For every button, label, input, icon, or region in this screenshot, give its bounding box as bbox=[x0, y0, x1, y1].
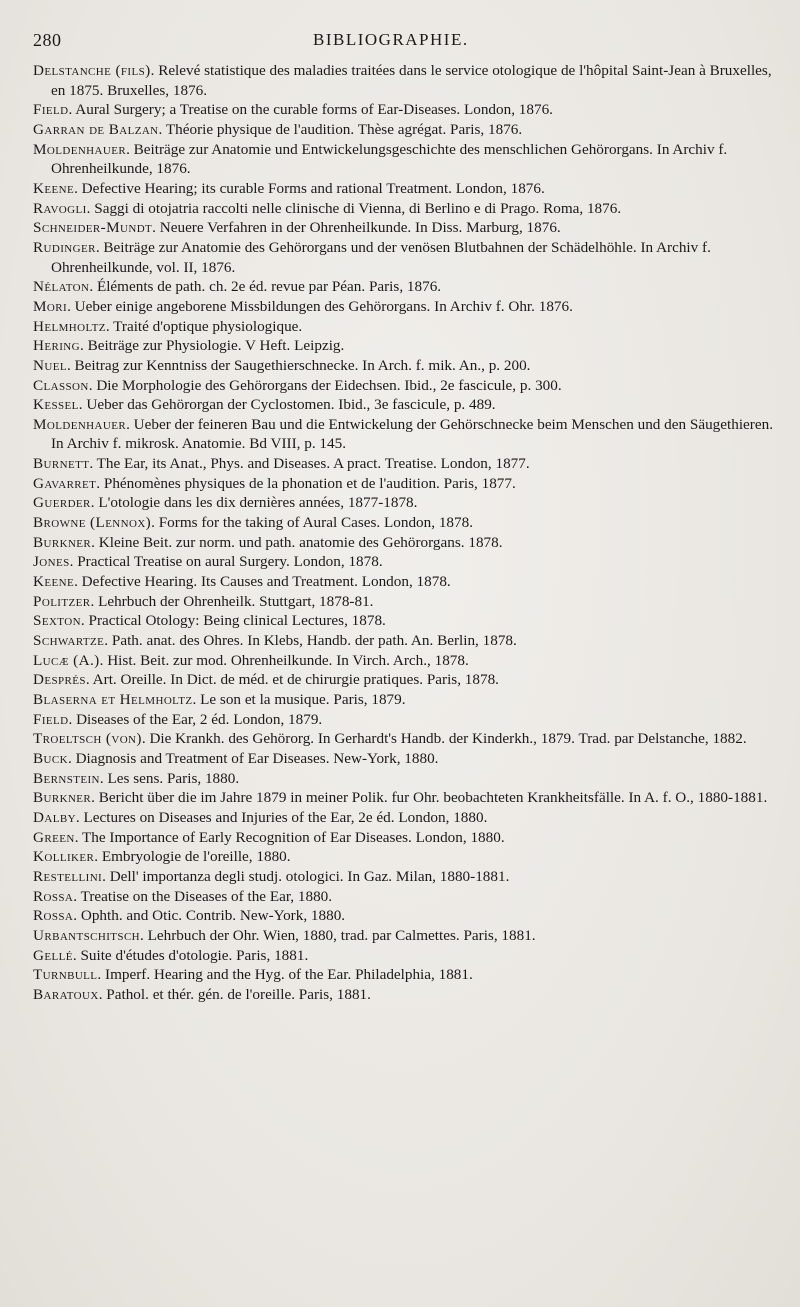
entry-text: Bericht über die im Jahre 1879 in meiner Polik. fur Ohr. beobachteten Krankheitsfälle. In A. f. O., 1880-1881. bbox=[98, 789, 768, 807]
entry-separator: . bbox=[69, 553, 78, 571]
entry-author: Schneider-Mundt bbox=[33, 219, 153, 237]
bibliography-list bbox=[33, 61, 783, 1005]
bibliography-entry bbox=[33, 474, 783, 494]
entry-author: Green bbox=[33, 828, 75, 846]
entry-separator: . bbox=[151, 514, 159, 532]
entry-separator: . bbox=[67, 297, 75, 315]
entry-separator: . bbox=[94, 848, 102, 866]
entry-separator: . bbox=[150, 62, 159, 79]
entry-author: Moldenhauer bbox=[33, 140, 127, 158]
entry-author: Moldenhauer bbox=[33, 415, 127, 433]
entry-text: Traité d'optique physiologique. bbox=[113, 317, 303, 335]
entry-author: Ravogli bbox=[33, 199, 87, 217]
bibliography-entry bbox=[33, 749, 783, 769]
entry-author: Mori bbox=[33, 297, 68, 315]
entry-text: Treatise on the Diseases of the Ear, 1880. bbox=[80, 887, 333, 905]
entry-text: Ueber der feineren Bau und die Entwickelung der Gehörschnecke beim Menschen und den Säugethieren. In Archiv f. mikrosk. Anatomie. Bd VIII, p. 145. bbox=[51, 415, 773, 453]
entry-text: Practical Treatise on aural Surgery. London, 1878. bbox=[77, 553, 383, 571]
entry-text: Dell' importanza degli studj. otologici. In Gaz. Milan, 1880-1881. bbox=[109, 867, 510, 885]
entry-author: Delstanche (fils) bbox=[33, 62, 151, 79]
entry-author: Baratoux bbox=[33, 985, 99, 1003]
entry-author: Rossa bbox=[33, 907, 74, 925]
entry-separator: . bbox=[192, 691, 201, 708]
entry-separator: . bbox=[158, 120, 166, 138]
bibliography-entry bbox=[33, 729, 783, 749]
bibliography-entry bbox=[33, 710, 783, 730]
entry-text: Practical Otology: Being clinical Lectures, 1878. bbox=[88, 612, 386, 630]
entry-separator: . bbox=[104, 632, 112, 650]
entry-author: Buck bbox=[33, 749, 68, 767]
entry-text: Beiträge zur Anatomie des Gehörorgans und der venösen Blutbahnen der Schädelhöhle. In Archiv f. Ohrenheilkunde, vol. II, 1876. bbox=[51, 238, 711, 276]
entry-text: Art. Oreille. In Dict. de méd. et de chirurgie pratiques. Paris, 1878. bbox=[92, 671, 499, 689]
bibliography-entry bbox=[33, 61, 783, 100]
entry-author: Després bbox=[33, 671, 86, 689]
entry-author: Burkner bbox=[33, 533, 92, 551]
entry-separator: . bbox=[126, 140, 134, 158]
entry-text: Éléments de path. ch. 2e éd. revue par Péan. Paris, 1876. bbox=[96, 278, 442, 296]
entry-separator: . bbox=[73, 887, 81, 905]
entry-separator: . bbox=[79, 337, 88, 355]
entry-separator: . bbox=[99, 769, 108, 787]
entry-separator: . bbox=[66, 356, 75, 374]
entry-separator: . bbox=[74, 179, 82, 197]
entry-separator: . bbox=[67, 749, 76, 767]
entry-text: Saggi di otojatria raccolti nelle clinische di Vienna, di Berlino e di Prago. Roma, 1876. bbox=[94, 199, 622, 217]
bibliography-entry bbox=[33, 100, 783, 120]
bibliography-entry bbox=[33, 867, 783, 887]
page-header bbox=[33, 30, 780, 56]
entry-separator: . bbox=[141, 730, 150, 748]
entry-separator: . bbox=[89, 278, 97, 296]
bibliography-entry bbox=[33, 572, 783, 592]
entry-author: Burnett bbox=[33, 455, 90, 473]
entry-author: Field bbox=[33, 101, 69, 119]
bibliography-entry bbox=[33, 788, 783, 808]
bibliography-entry bbox=[33, 533, 783, 553]
entry-separator: . bbox=[96, 474, 104, 492]
bibliography-entry bbox=[33, 946, 783, 966]
entry-separator: . bbox=[78, 396, 87, 414]
bibliography-entry bbox=[33, 454, 783, 474]
entry-author: Rudinger bbox=[33, 238, 96, 256]
bibliography-entry bbox=[33, 985, 783, 1005]
bibliography-entry bbox=[33, 592, 783, 612]
entry-text: Embryologie de l'oreille, 1880. bbox=[101, 848, 291, 866]
entry-author: Nuel bbox=[33, 356, 67, 374]
entry-author: Keene bbox=[33, 573, 75, 591]
entry-text: Ueber einige angeborene Missbildungen des Gehörorgans. In Archiv f. Ohr. 1876. bbox=[74, 297, 573, 315]
entry-author: Sexton bbox=[33, 612, 81, 630]
bibliography-entry bbox=[33, 926, 783, 946]
entry-separator: . bbox=[88, 376, 97, 394]
entry-separator: . bbox=[74, 573, 82, 591]
entry-text: The Ear, its Anat., Phys. and Diseases. A pract. Treatise. London, 1877. bbox=[96, 455, 530, 473]
entry-author: Field bbox=[33, 710, 69, 728]
entry-separator: . bbox=[90, 592, 99, 610]
bibliography-entry bbox=[33, 277, 783, 297]
entry-author: Browne (Lennox) bbox=[33, 514, 152, 532]
entry-separator: . bbox=[140, 926, 148, 944]
entry-text: Die Krankh. des Gehörorg. In Gerhardt's Handb. der Kinderkh., 1879. Trad. par Delstanche, 1882. bbox=[149, 730, 747, 748]
entry-separator: . bbox=[91, 789, 99, 807]
entry-author: Bernstein bbox=[33, 769, 100, 787]
entry-author: Turnbull bbox=[33, 966, 98, 984]
entry-text: Pathol. et thér. gén. de l'oreille. Paris, 1881. bbox=[106, 985, 371, 1003]
bibliography-entry bbox=[33, 670, 783, 690]
entry-text: Le son et la musique. Paris, 1879. bbox=[200, 691, 406, 708]
entry-author: Helmholtz bbox=[33, 317, 106, 335]
bibliography-entry bbox=[33, 120, 783, 140]
entry-text: Relevé statistique des maladies traitées dans le service otologique de l'hôpital Saint-Jean à Bruxelles, en 1875. Bruxelles, 1876. bbox=[51, 62, 772, 99]
entry-separator: . bbox=[68, 710, 77, 728]
entry-separator: . bbox=[80, 612, 89, 630]
bibliography-entry bbox=[33, 297, 783, 317]
entry-text: Die Morphologie des Gehörorgans der Eidechsen. Ibid., 2e fascicule, p. 300. bbox=[96, 376, 562, 394]
entry-text: Aural Surgery; a Treatise on the curable forms of Ear-Diseases. London, 1876. bbox=[75, 101, 553, 119]
entry-text: Defective Hearing; its curable Forms and rational Treatment. London, 1876. bbox=[81, 179, 545, 197]
entry-separator: . bbox=[152, 219, 160, 237]
entry-text: Ophth. and Otic. Contrib. New-York, 1880. bbox=[80, 907, 346, 925]
entry-text: Beitrag zur Kenntniss der Saugethierschnecke. In Arch. f. mik. An., p. 200. bbox=[74, 356, 531, 374]
entry-text: Imperf. Hearing and the Hyg. of the Ear. Philadelphia, 1881. bbox=[105, 966, 473, 984]
entry-text: Beiträge zur Anatomie und Entwickelungsgeschichte des menschlichen Gehörorgans. In Archiv f. Ohrenheilkunde, 1876. bbox=[51, 140, 728, 178]
entry-text: Path. anat. des Ohres. In Klebs, Handb. der path. An. Berlin, 1878. bbox=[111, 632, 517, 650]
entry-text: Les sens. Paris, 1880. bbox=[107, 769, 240, 787]
bibliography-entry bbox=[33, 769, 783, 789]
entry-text: Lehrbuch der Ohr. Wien, 1880, trad. par Calmettes. Paris, 1881. bbox=[147, 926, 536, 944]
entry-separator: . bbox=[98, 985, 107, 1003]
entry-author: Politzer bbox=[33, 592, 91, 610]
entry-author: Burkner bbox=[33, 789, 92, 807]
entry-separator: . bbox=[73, 907, 81, 925]
bibliography-entry bbox=[33, 611, 783, 631]
entry-separator: . bbox=[95, 238, 104, 256]
bibliography-entry bbox=[33, 513, 783, 533]
bibliography-entry bbox=[33, 179, 783, 199]
entry-separator: . bbox=[126, 415, 134, 433]
entry-separator: . bbox=[75, 808, 84, 826]
entry-text: Defective Hearing. Its Causes and Treatment. London, 1878. bbox=[81, 573, 451, 591]
entry-text: Ueber das Gehörorgan der Cyclostomen. Ibid., 3e fascicule, p. 489. bbox=[86, 396, 496, 414]
bibliography-entry bbox=[33, 356, 783, 376]
entry-author: Troeltsch (von) bbox=[33, 730, 142, 748]
bibliography-entry bbox=[33, 199, 783, 219]
entry-text: Diagnosis and Treatment of Ear Diseases. New-York, 1880. bbox=[75, 749, 439, 767]
bibliography-entry bbox=[33, 238, 783, 277]
entry-text: L'otologie dans les dix dernières années, 1877-1878. bbox=[98, 494, 418, 512]
bibliography-entry bbox=[33, 415, 783, 454]
bibliography-entry bbox=[33, 828, 783, 848]
entry-author: Gavarret bbox=[33, 474, 97, 492]
entry-separator: . bbox=[72, 946, 81, 964]
entry-author: Kessel bbox=[33, 396, 79, 414]
entry-text: Phénomènes physiques de la phonation et de l'audition. Paris, 1877. bbox=[103, 474, 516, 492]
bibliography-entry bbox=[33, 651, 783, 671]
bibliography-entry bbox=[33, 631, 783, 651]
bibliography-entry bbox=[33, 552, 783, 572]
bibliography-entry bbox=[33, 887, 783, 907]
entry-text: Diseases of the Ear, 2 éd. London, 1879. bbox=[76, 710, 323, 728]
entry-text: Neuere Verfahren in der Ohrenheilkunde. In Diss. Marburg, 1876. bbox=[159, 219, 561, 237]
entry-text: Forms for the taking of Aural Cases. London, 1878. bbox=[158, 514, 473, 532]
entry-author: Schwartze bbox=[33, 632, 105, 650]
bibliography-entry bbox=[33, 336, 783, 356]
entry-author: Lucæ (A.) bbox=[33, 651, 100, 669]
bibliography-entry bbox=[33, 965, 783, 985]
entry-text: The Importance of Early Recognition of Ear Diseases. London, 1880. bbox=[82, 828, 505, 846]
entry-author: Gellé bbox=[33, 946, 73, 964]
entry-separator: . bbox=[89, 455, 97, 473]
bibliography-entry bbox=[33, 906, 783, 926]
bibliography-entry bbox=[33, 808, 783, 828]
entry-author: Nélaton bbox=[33, 278, 90, 296]
bibliography-entry bbox=[33, 218, 783, 238]
entry-separator: . bbox=[102, 867, 110, 885]
entry-text: Lehrbuch der Ohrenheilk. Stuttgart, 1878-81. bbox=[98, 592, 374, 610]
entry-text: Théorie physique de l'audition. Thèse agrégat. Paris, 1876. bbox=[165, 120, 523, 138]
page-number: 280 bbox=[33, 30, 62, 50]
entry-separator: . bbox=[90, 494, 99, 512]
entry-text: Suite d'études d'otologie. Paris, 1881. bbox=[80, 946, 309, 964]
entry-text: Lectures on Diseases and Injuries of the Ear, 2e éd. London, 1880. bbox=[83, 808, 488, 826]
entry-separator: . bbox=[105, 317, 114, 335]
entry-author: Rossa bbox=[33, 887, 74, 905]
entry-text: Beiträge zur Physiologie. V Heft. Leipzig. bbox=[87, 337, 345, 355]
entry-author: Dalby bbox=[33, 808, 76, 826]
entry-separator: . bbox=[68, 101, 76, 119]
entry-author: Guerder bbox=[33, 494, 91, 512]
entry-separator: . bbox=[91, 533, 99, 551]
running-title: BIBLIOGRAPHIE. bbox=[313, 30, 469, 49]
bibliography-entry bbox=[33, 140, 783, 179]
entry-separator: . bbox=[85, 671, 93, 689]
entry-separator: . bbox=[74, 828, 83, 846]
entry-author: Classon bbox=[33, 376, 89, 394]
entry-author: Restellini bbox=[33, 867, 103, 885]
entry-author: Urbantschitsch bbox=[33, 926, 141, 944]
bibliography-entry bbox=[33, 395, 783, 415]
entry-separator: . bbox=[97, 966, 106, 984]
entry-text: Kleine Beit. zur norm. und path. anatomie des Gehörorgans. 1878. bbox=[98, 533, 503, 551]
entry-author: Jones bbox=[33, 553, 70, 571]
entry-separator: . bbox=[86, 199, 95, 217]
entry-author: Keene bbox=[33, 179, 75, 197]
entry-author: Kolliker bbox=[33, 848, 95, 866]
bibliography-entry bbox=[33, 376, 783, 396]
bibliography-entry bbox=[33, 493, 783, 513]
entry-author: Blaserna et Helmholtz bbox=[33, 691, 193, 708]
bibliography-entry bbox=[33, 317, 783, 337]
entry-text: Hist. Beit. zur mod. Ohrenheilkunde. In Virch. Arch., 1878. bbox=[107, 651, 469, 669]
entry-author: Garran de Balzan bbox=[33, 120, 159, 138]
bibliography-entry bbox=[33, 847, 783, 867]
bibliography-entry bbox=[33, 690, 783, 710]
entry-author: Hering bbox=[33, 337, 80, 355]
entry-separator: . bbox=[99, 651, 108, 669]
